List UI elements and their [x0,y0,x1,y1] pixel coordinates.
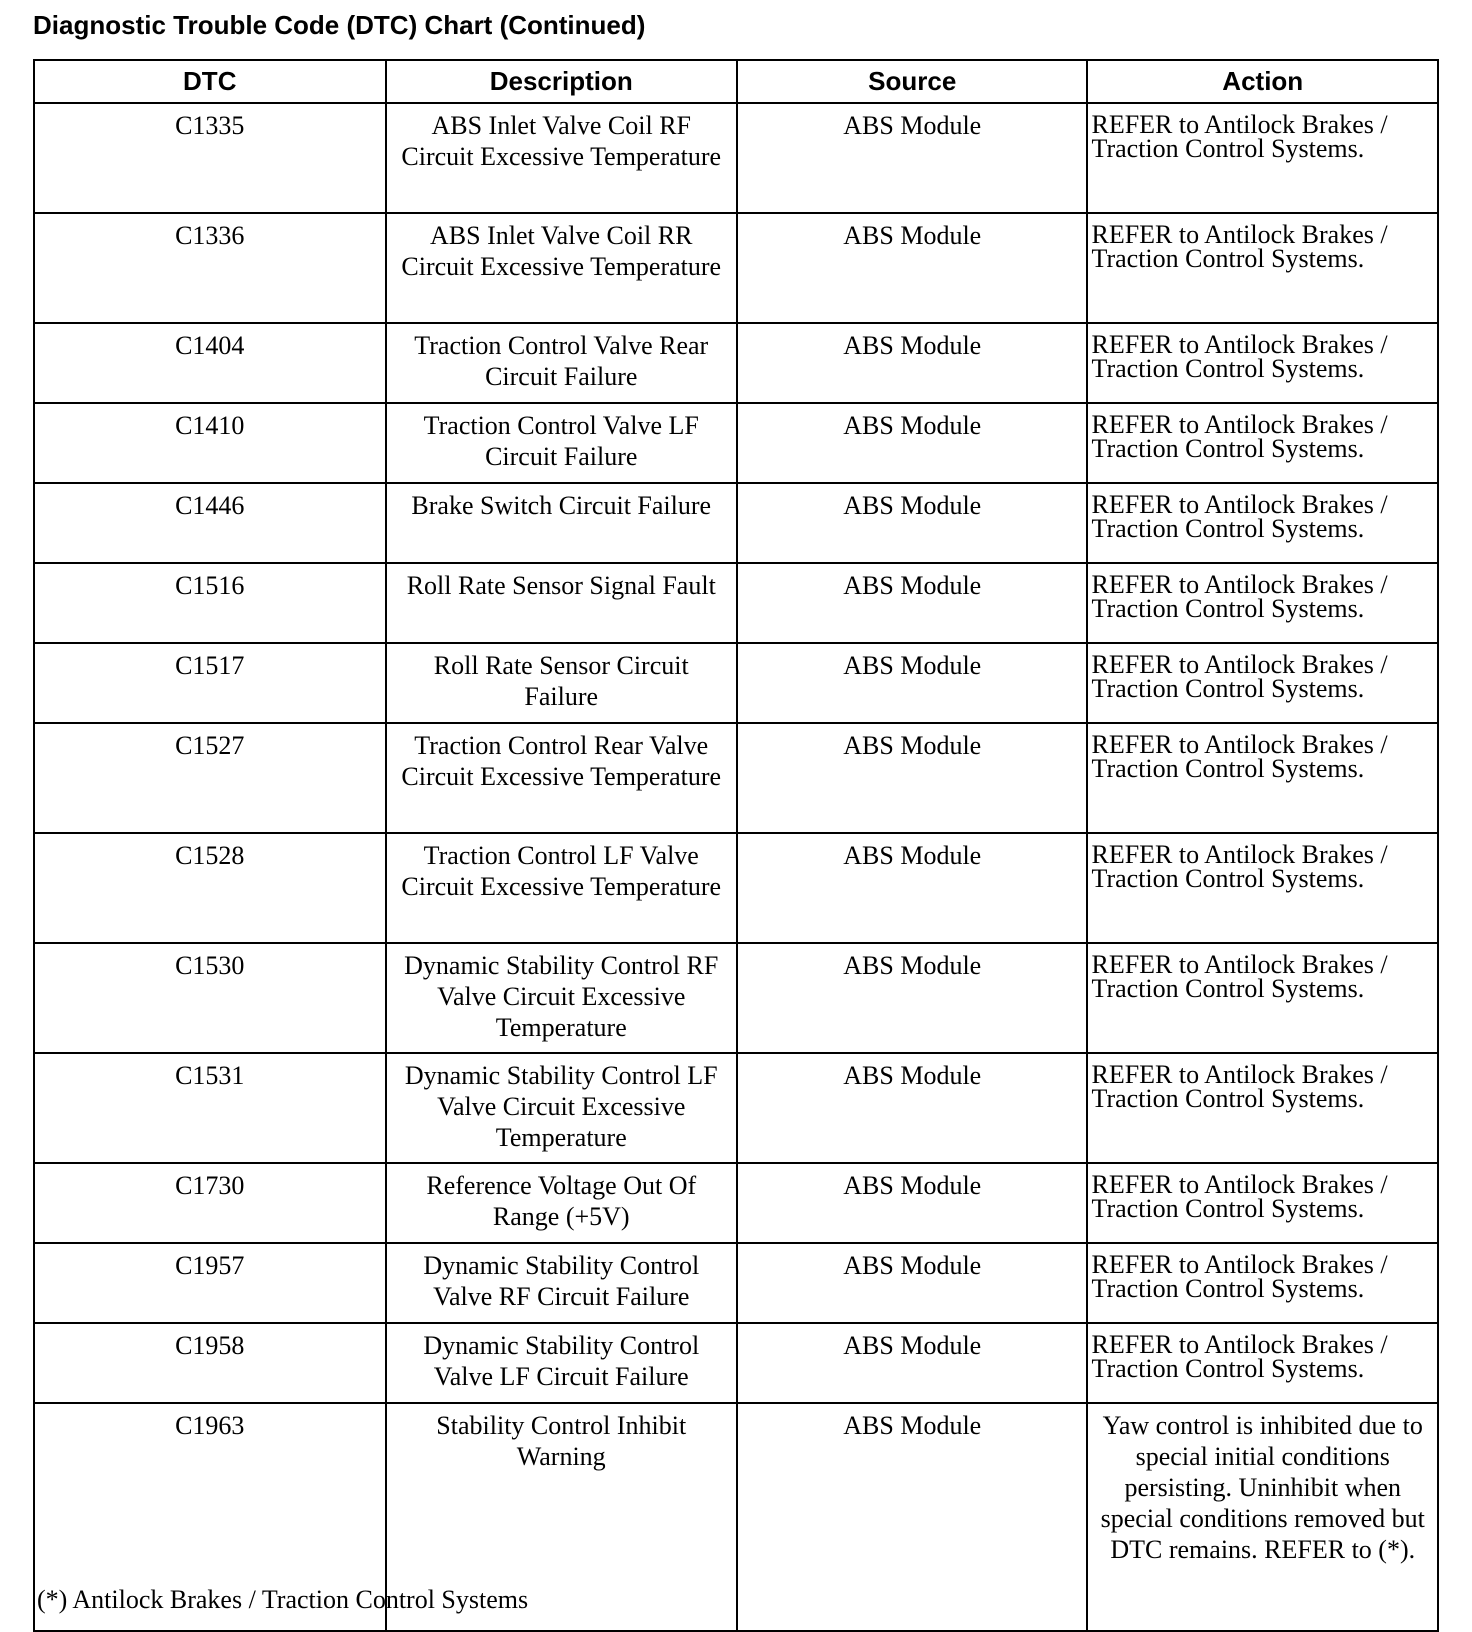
dtc-source: ABS Module [737,323,1087,403]
dtc-description: ABS Inlet Valve Coil RR Circuit Excessive Temperature [386,213,738,323]
column-header-description: Description [386,60,738,103]
dtc-code: C1958 [34,1323,386,1403]
dtc-description: Traction Control Rear Valve Circuit Excessive Temperature [386,723,738,833]
column-header-action: Action [1087,60,1438,103]
dtc-code: C1963 [34,1403,386,1631]
dtc-source: ABS Module [737,723,1087,833]
dtc-source: ABS Module [737,833,1087,943]
dtc-source: ABS Module [737,943,1087,1053]
dtc-action: REFER to Antilock Brakes / Traction Control Systems. [1087,323,1438,403]
dtc-description: Traction Control Valve LF Circuit Failure [386,403,738,483]
dtc-action: REFER to Antilock Brakes / Traction Control Systems. [1087,213,1438,323]
dtc-description: Stability Control Inhibit Warning [386,1403,738,1631]
table-row [34,563,1438,643]
dtc-action: REFER to Antilock Brakes / Traction Control Systems. [1087,643,1438,723]
table-row [34,403,1438,483]
dtc-description: Dynamic Stability Control Valve RF Circuit Failure [386,1243,738,1323]
dtc-code: C1446 [34,483,386,563]
table-row [34,943,1438,1053]
dtc-action: REFER to Antilock Brakes / Traction Control Systems. [1087,833,1438,943]
dtc-code: C1517 [34,643,386,723]
dtc-table [33,59,1439,1632]
dtc-action: REFER to Antilock Brakes / Traction Control Systems. [1087,563,1438,643]
dtc-action: REFER to Antilock Brakes / Traction Control Systems. [1087,943,1438,1053]
dtc-description: Traction Control LF Valve Circuit Excessive Temperature [386,833,738,943]
dtc-code: C1335 [34,103,386,213]
dtc-description: Roll Rate Sensor Circuit Failure [386,643,738,723]
table-row [34,1163,1438,1243]
dtc-source: ABS Module [737,563,1087,643]
dtc-source: ABS Module [737,403,1087,483]
dtc-source: ABS Module [737,213,1087,323]
dtc-code: C1410 [34,403,386,483]
dtc-source: ABS Module [737,643,1087,723]
dtc-source: ABS Module [737,483,1087,563]
table-row [34,483,1438,563]
table-row [34,1323,1438,1403]
dtc-code: C1957 [34,1243,386,1323]
table-row [34,1243,1438,1323]
table-row [34,643,1438,723]
dtc-source: ABS Module [737,1163,1087,1243]
dtc-source: ABS Module [737,1323,1087,1403]
dtc-description: ABS Inlet Valve Coil RF Circuit Excessive Temperature [386,103,738,213]
footnote: (*) Antilock Brakes / Traction Control Systems [37,1585,529,1614]
table-row [34,213,1438,323]
table-row [34,323,1438,403]
dtc-action: REFER to Antilock Brakes / Traction Control Systems. [1087,1323,1438,1403]
dtc-action: REFER to Antilock Brakes / Traction Control Systems. [1087,1163,1438,1243]
dtc-source: ABS Module [737,1403,1087,1631]
table-header-row [34,60,1438,103]
dtc-action: REFER to Antilock Brakes / Traction Control Systems. [1087,103,1438,213]
table-row [34,723,1438,833]
dtc-code: C1528 [34,833,386,943]
dtc-source: ABS Module [737,1053,1087,1163]
dtc-action: REFER to Antilock Brakes / Traction Control Systems. [1087,403,1438,483]
dtc-action: REFER to Antilock Brakes / Traction Control Systems. [1087,723,1438,833]
dtc-description: Dynamic Stability Control Valve LF Circuit Failure [386,1323,738,1403]
dtc-description: Dynamic Stability Control LF Valve Circuit Excessive Temperature [386,1053,738,1163]
dtc-code: C1730 [34,1163,386,1243]
dtc-action: REFER to Antilock Brakes / Traction Control Systems. [1087,1053,1438,1163]
column-header-dtc: DTC [34,60,386,103]
table-row [34,833,1438,943]
table-row [34,103,1438,213]
dtc-description: Roll Rate Sensor Signal Fault [386,563,738,643]
dtc-action: REFER to Antilock Brakes / Traction Control Systems. [1087,483,1438,563]
dtc-code: C1336 [34,213,386,323]
dtc-action: Yaw control is inhibited due to special initial conditions persisting. Uninhibit when special conditions removed but DTC remains. REFER to (*). [1087,1403,1438,1631]
dtc-source: ABS Module [737,103,1087,213]
table-row [34,1053,1438,1163]
dtc-action: REFER to Antilock Brakes / Traction Control Systems. [1087,1243,1438,1323]
dtc-code: C1404 [34,323,386,403]
dtc-description: Dynamic Stability Control RF Valve Circuit Excessive Temperature [386,943,738,1053]
dtc-code: C1527 [34,723,386,833]
dtc-description: Reference Voltage Out Of Range (+5V) [386,1163,738,1243]
dtc-description: Traction Control Valve Rear Circuit Failure [386,323,738,403]
dtc-description: Brake Switch Circuit Failure [386,483,738,563]
dtc-code: C1516 [34,563,386,643]
dtc-source: ABS Module [737,1243,1087,1323]
column-header-source: Source [737,60,1087,103]
dtc-code: C1531 [34,1053,386,1163]
dtc-code: C1530 [34,943,386,1053]
page-title: Diagnostic Trouble Code (DTC) Chart (Continued) [33,10,646,40]
